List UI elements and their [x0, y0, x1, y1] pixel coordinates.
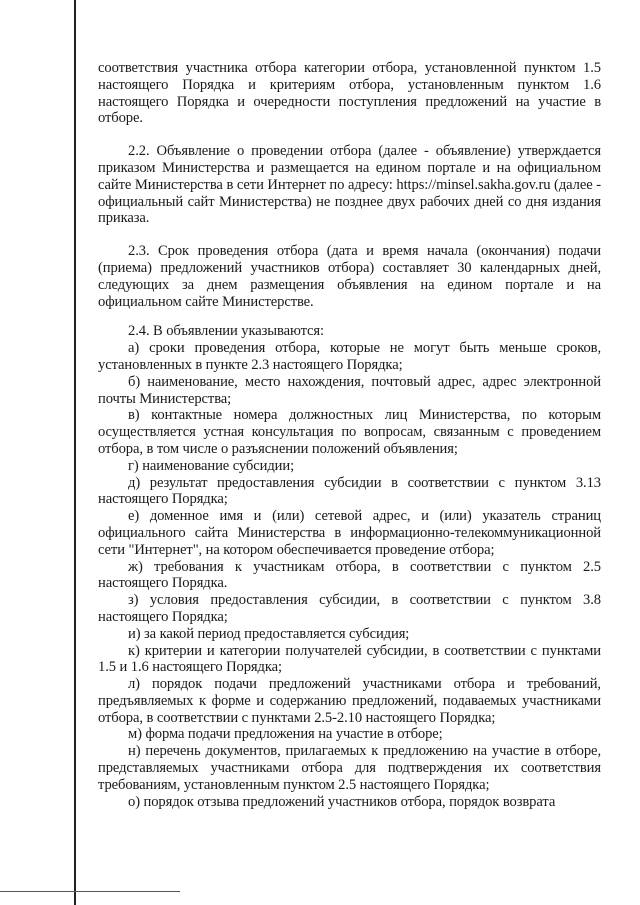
paragraph-continuation: соответствия участника отбора категории отбора, установленной пунктом 1.5 настоящего Порядка и критериям отбора, установленным пунктом 1.6 настоящего Порядка и очередности поступления предложений на участие в отборе.	[98, 60, 601, 127]
list-item-l: л) порядок подачи предложений участниками отбора и требований, предъявляемых к форме и содержанию предложений, подаваемых участниками отбора, в соответствии с пунктами 2.5-2.10 настоящего Порядка;	[98, 676, 601, 726]
paragraph-2-2: 2.2. Объявление о проведении отбора (далее - объявление) утверждается приказом Министерства и размещается на едином портале и на официальном сайте Министерства в сети Интернет по адресу: https://minsel.sakha.gov.ru (далее - официальный сайт Министерства) не позднее двух рабочих дней со дня издания приказа.	[98, 143, 601, 227]
list-item-i: и) за какой период предоставляется субсидия;	[128, 625, 410, 642]
list-item-v: в) контактные номера должностных лиц Министерства, по которым осуществляется устная консультация по вопросам, связанным с проведением отбора, в том числе о разъяснении положений объявления;	[98, 407, 601, 457]
list-item-n: н) перечень документов, прилагаемых к предложению на участие в отборе, представляемых участниками отбора для подтверждения их соответствия требованиям, установленным пунктом 2.5 настоящего Порядка;	[98, 743, 601, 793]
list-item-b: б) наименование, место нахождения, почтовый адрес, адрес электронной почты Министерства;	[98, 373, 601, 407]
list-item-d: д) результат предоставления субсидии в соответствии с пунктом 3.13 настоящего Порядка;	[98, 474, 601, 508]
list-item-z: з) условия предоставления субсидии, в соответствии с пунктом 3.8 настоящего Порядка;	[98, 592, 601, 625]
list-item-o: о) порядок отзыва предложений участников отбора, порядок возврата	[128, 793, 556, 810]
document-page	[98, 60, 601, 810]
list-item-e: е) доменное имя и (или) сетевой адрес, и (или) указатель страниц официального сайта Министерства в информационно-телекоммуникационной сети "Интернет", на котором обеспечивается проведение отбора;	[98, 508, 601, 558]
footer-rule	[0, 891, 180, 892]
list-item-m: м) форма подачи предложения на участие в отборе;	[128, 726, 443, 743]
list-item-k: к) критерии и категории получателей субсидии, в соответствии с пунктами 1.5 и 1.6 настоящего Порядка;	[98, 642, 601, 676]
list-item-zh: ж) требования к участникам отбора, в соответствии с пунктом 2.5 настоящего Порядка.	[98, 558, 601, 592]
binding-margin-line	[74, 0, 76, 905]
list-item-g: г) наименование субсидии;	[128, 457, 295, 474]
list-item-a: а) сроки проведения отбора, которые не могут быть меньше сроков, установленных в пункте 2.3 настоящего Порядка;	[98, 340, 601, 373]
paragraph-2-3: 2.3. Срок проведения отбора (дата и время начала (окончания) подачи (приема) предложений участников отбора) составляет 30 календарных дней, следующих за днем размещения объявления на едином портале и на официальном сайте Министерстве.	[98, 243, 601, 310]
paragraph-2-4: 2.4. В объявлении указываются:	[128, 323, 324, 340]
